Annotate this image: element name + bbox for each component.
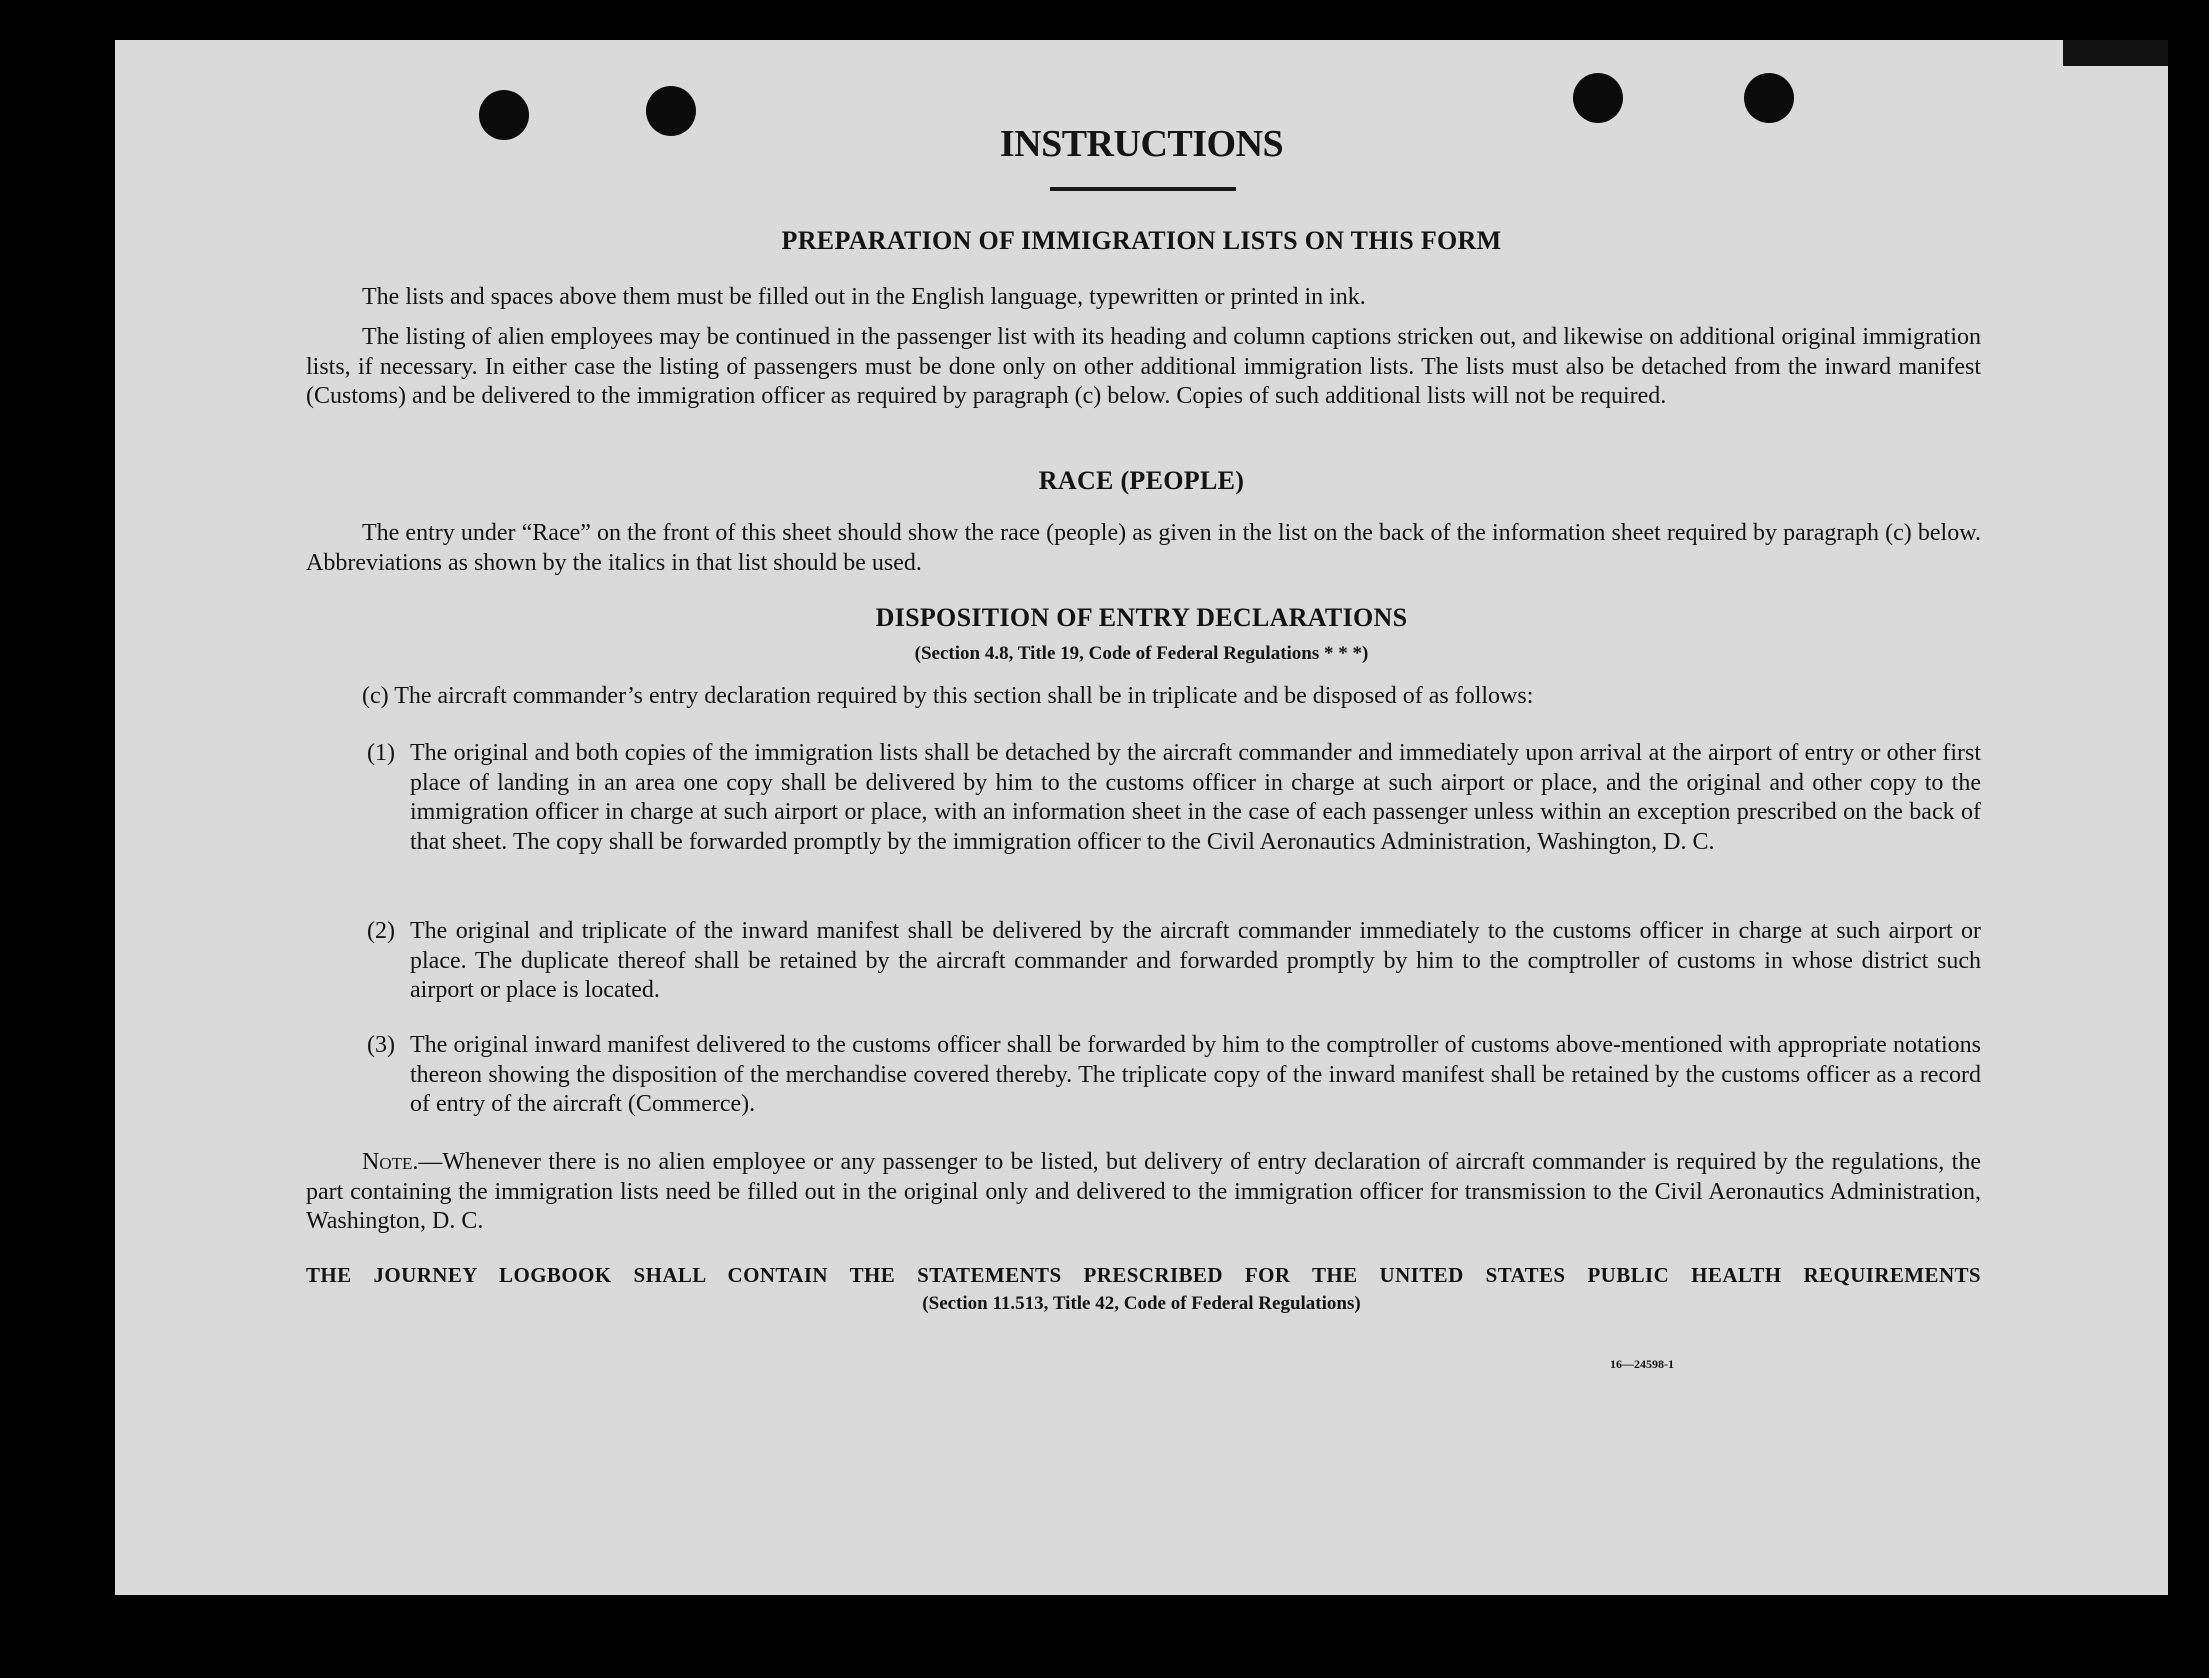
- document-page: [115, 40, 2168, 1595]
- disposition-item-3: [367, 1031, 1981, 1120]
- preparation-paragraph-2: The listing of alien employees may be continued in the passenger list with its heading and column captions stricken out, and likewise on additional original immigration lists, if necessary. In either case the listing of passengers must be done only on other additional immigration lists. The lists must also be detached from the inward manifest (Customs) and be delivered to the immigration officer as required by paragraph (c) below. Copies of such additional lists will not be required.: [306, 324, 1981, 409]
- item-text: The original and both copies of the immigration lists shall be detached by the aircraft commander and immediately upon arrival at the airport of entry or other first place of landing in an area one copy shall be delivered by him to the customs officer in charge at such airport or place, and the original and other copy to the immigration officer in charge at such airport or place, with an information sheet in the case of each passenger unless within an exception prescribed on the back of that sheet. The copy shall be forwarded promptly by the immigration officer to the Civil Aeronautics Administration, Washington, D. C.: [410, 740, 1981, 855]
- disposition-item-2: [367, 917, 1981, 1006]
- title-underline: [1050, 187, 1236, 191]
- disposition-item-1: [367, 739, 1981, 857]
- race-heading: RACE (PEOPLE): [1038, 466, 1245, 495]
- punch-hole-4: [1744, 73, 1794, 123]
- note-text: —Whenever there is no alien employee or any passenger to be listed, but delivery of entry declaration of aircraft commander is required by the regulations, the part containing the immigration lists need be filled out in the original only and delivered to the immigration officer for transmission to the Civil Aeronautics Administration, Washington, D. C.: [306, 1149, 1981, 1234]
- item-number: (2): [367, 918, 395, 944]
- item-text: The original inward manifest delivered to the customs officer shall be forwarded by him to the comptroller of customs above-mentioned with appropriate notations thereon showing the disposition of the merchandise covered thereby. The triplicate copy of the inward manifest shall be retained by the customs officer as a record of entry of the aircraft (Commerce).: [410, 1032, 1981, 1117]
- page-title: INSTRUCTIONS: [999, 123, 1284, 165]
- note-label: Note.: [362, 1149, 419, 1175]
- journey-reference: (Section 11.513, Title 42, Code of Federal Regulations): [922, 1293, 1361, 1314]
- form-number: 16—24598-1: [1610, 1357, 1674, 1371]
- journey-statement: THE JOURNEY LOGBOOK SHALL CONTAIN THE STATEMENTS PRESCRIBED FOR THE UNITED STATES PUBLIC HEALTH REQUIREMENTS: [306, 1263, 1981, 1287]
- corner-mark: [2063, 40, 2168, 66]
- note-paragraph: [306, 1148, 1981, 1237]
- item-number: (1): [367, 740, 395, 766]
- disposition-intro: (c) The aircraft commander’s entry declaration required by this section shall be in triplicate and be disposed of as follows:: [362, 683, 1534, 709]
- preparation-heading: PREPARATION OF IMMIGRATION LISTS ON THIS FORM: [781, 226, 1502, 255]
- disposition-heading: DISPOSITION OF ENTRY DECLARATIONS: [875, 603, 1408, 632]
- race-paragraph: The entry under “Race” on the front of this sheet should show the race (people) as given in the list on the back of the information sheet required by paragraph (c) below. Abbreviations as shown by the italics in that list should be used.: [306, 520, 1981, 576]
- preparation-paragraph-1: The lists and spaces above them must be filled out in the English language, typewritten or printed in ink.: [362, 284, 1366, 310]
- punch-hole-3: [1573, 73, 1623, 123]
- disposition-reference: (Section 4.8, Title 19, Code of Federal Regulations * * *): [914, 643, 1369, 664]
- item-text: The original and triplicate of the inward manifest shall be delivered by the aircraft commander immediately to the customs officer in charge at such airport or place. The duplicate thereof shall be retained by the aircraft commander and forwarded promptly by him to the comptroller of customs in whose district such airport or place is located.: [410, 918, 1981, 1003]
- item-number: (3): [367, 1032, 395, 1058]
